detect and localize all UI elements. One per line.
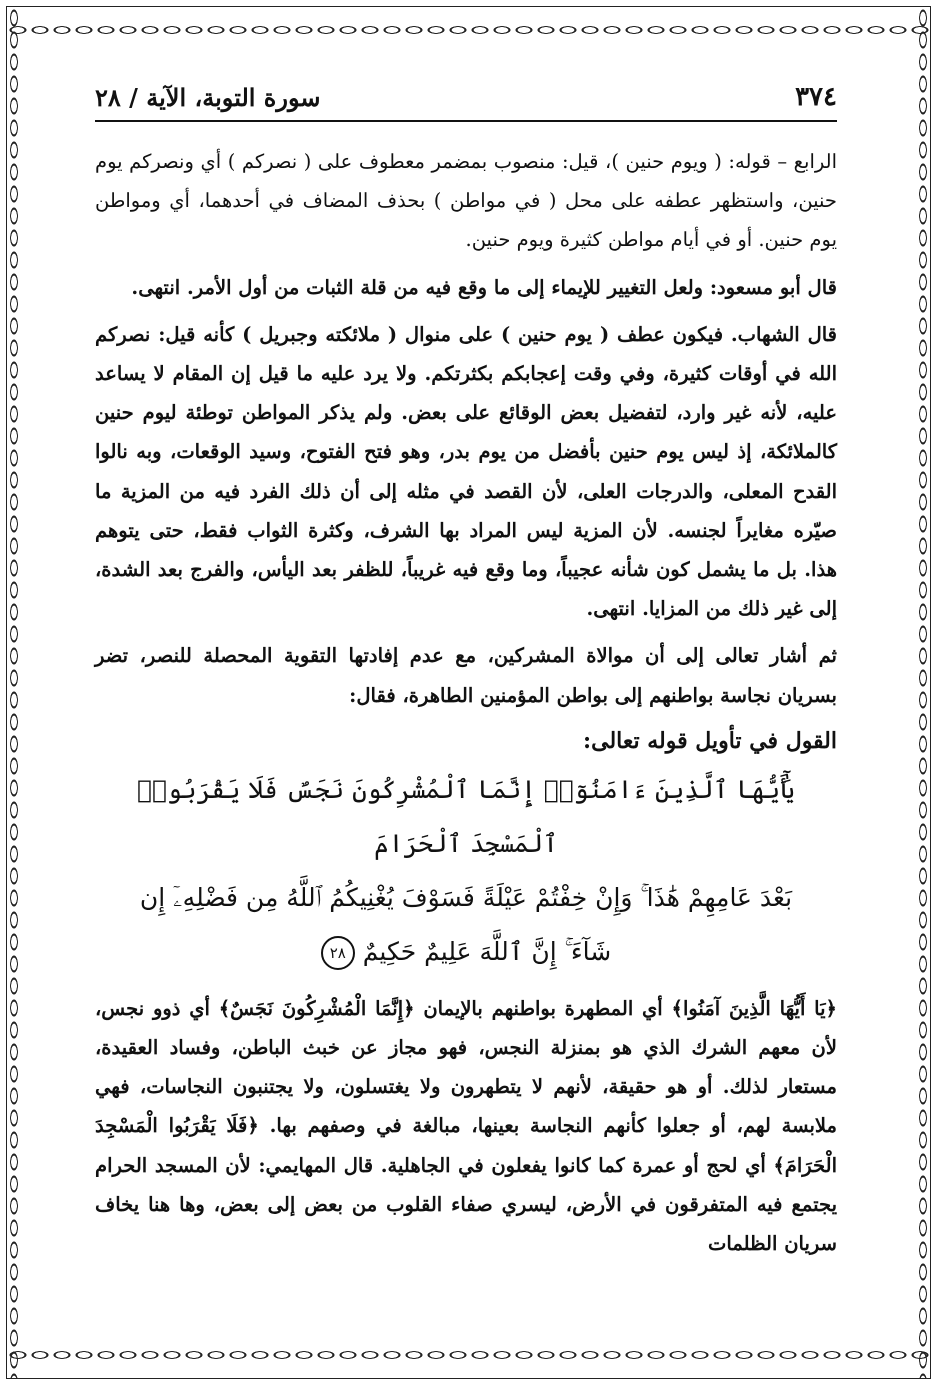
commentary-text-3: أي لحج أو عمرة كما كانوا يفعلون في الجاهلية. قال المهايمي: لأن المسجد الحرام يجتمع فيه المتفرقون في الأرض، ليسري صفاء القلوب من بعض إلى بعض، وها هنا يخاف سريان الظلمات bbox=[95, 1153, 837, 1256]
border-chain-right bbox=[916, 7, 930, 1378]
ayah-number-marker: ٢٨ bbox=[321, 936, 355, 970]
quote-1: ﴿يَا أَيُّهَا الَّذِينَ آمَنُوا﴾ bbox=[671, 996, 837, 1020]
page-number: ٣٧٤ bbox=[795, 82, 837, 112]
commentary-paragraph bbox=[95, 989, 837, 1263]
border-chain-bottom bbox=[7, 1348, 930, 1362]
verse-line-3-text: شَآءَ ۚ إِنَّ ٱللَّهَ عَلِيمٌ حَكِيمٌ bbox=[362, 936, 612, 966]
quote-3: ﴿فَلَا يَقْرَبُوا الْمَسْجِدَ الْحَرَامَ﴾ bbox=[95, 1114, 837, 1177]
quote-2: ﴿إِنَّمَا الْمُشْرِكُونَ نَجَسٌ﴾ bbox=[218, 996, 415, 1020]
verse-line-2: بَعْدَ عَامِهِمْ هَٰذَا ۚ وَإِنْ خِفْتُمْ عَيْلَةً فَسَوْفَ يُغْنِيكُمُ ٱللَّهُ مِن فَضْلِهِۦٓ إِن bbox=[139, 882, 793, 912]
verse-line-1: يَٰٓأَيُّهَا ٱلَّذِينَ ءَامَنُوٓا۟ إِنَّمَا ٱلْمُشْرِكُونَ نَجَسٌ فَلَا يَقْرَبُوا۟ ٱلْمَسْجِدَ ٱلْحَرَامَ bbox=[137, 774, 795, 858]
paragraph-1: الرابع – قوله: ( ويوم حنين )، قيل: منصوب بمضمر معطوف على ( نصركم ) أي ونصركم يوم حنين، واستظهر عطفه على محل ( في مواطن ) بحذف المضاف في أحدهما، أي ومواطن يوم حنين. أو في أيام مواطن كثيرة ويوم حنين. bbox=[95, 150, 837, 252]
paragraph-3: قال الشهاب. فيكون عطف ( يوم حنين ) على منوال ( ملائكته وجبريل ) كأنه قيل: نصركم الله في أوقات كثيرة، وفي وقت إعجابكم بكثرتكم. ولا يرد عليه ما قيل إن المقام لا يساعد عليه، لأنه غير وارد، لتفضيل بعض الوقائع على بعض. ولم يذكر المواطن توطئة ليوم حنين كالملائكة، إذ ليس يوم حنين بأفضل من يوم بدر، وهو فتح الفتوح، وسيد الوقعات، وبه نالوا القدح المعلى، والدرجات العلى، لأن القصد في مثله إلى أن ذلك الفرد فيه من المزية ما صيّره مغايراً لجنسه. لأن المزية ليس المراد بها الشرف، وكثرة الثواب فقط، حتى يتوهم هذا. بل ما يشمل كون شأنه عجيباً، وما وقع فيه غريباً، للظفر بعد اليأس، والفرج بعد الشدة، إلى غير ذلك من المزايا. انتهى. bbox=[95, 322, 837, 621]
commentary-text-1: أي المطهرة بواطنهم بالإيمان bbox=[414, 996, 672, 1020]
commentary-text-2: أي ذوو نجس، لأن معهم الشرك الذي هو بمنزلة النجس، فهو مجاز عن خبث الباطن، وفساد العقيدة، مستعار لذلك. أو هو حقيقة، لأنهم لا يتطهرون ولا يغتسلون، ولا يجتنبون النجاسات، فهي ملابسة لهم، أو جعلوا كأنهم النجاسة بعينها، مبالغة في وصفهم بها. bbox=[95, 996, 838, 1138]
running-title: سورة التوبة، الآية / ٢٨ bbox=[95, 83, 321, 112]
page-content bbox=[95, 82, 837, 1325]
quran-verse bbox=[95, 763, 837, 979]
paragraph-4: ثم أشار تعالى إلى أن موالاة المشركين، مع عدم إفادتها التقوية المحصلة للنصر، تضر بسريان نجاسة بواطنهم إلى بواطن المؤمنين الطاهرة، فقال: bbox=[95, 644, 837, 707]
verse-line-3 bbox=[95, 925, 837, 979]
running-header bbox=[95, 82, 837, 122]
section-heading: القول في تأويل قوله تعالى: bbox=[583, 727, 837, 754]
border-chain-top bbox=[7, 23, 930, 37]
paragraph-2: قال أبو مسعود: ولعل التغيير للإيماء إلى ما وقع فيه من قلة الثبات من أول الأمر. انتهى. bbox=[131, 275, 837, 299]
border-chain-left bbox=[7, 7, 21, 1378]
